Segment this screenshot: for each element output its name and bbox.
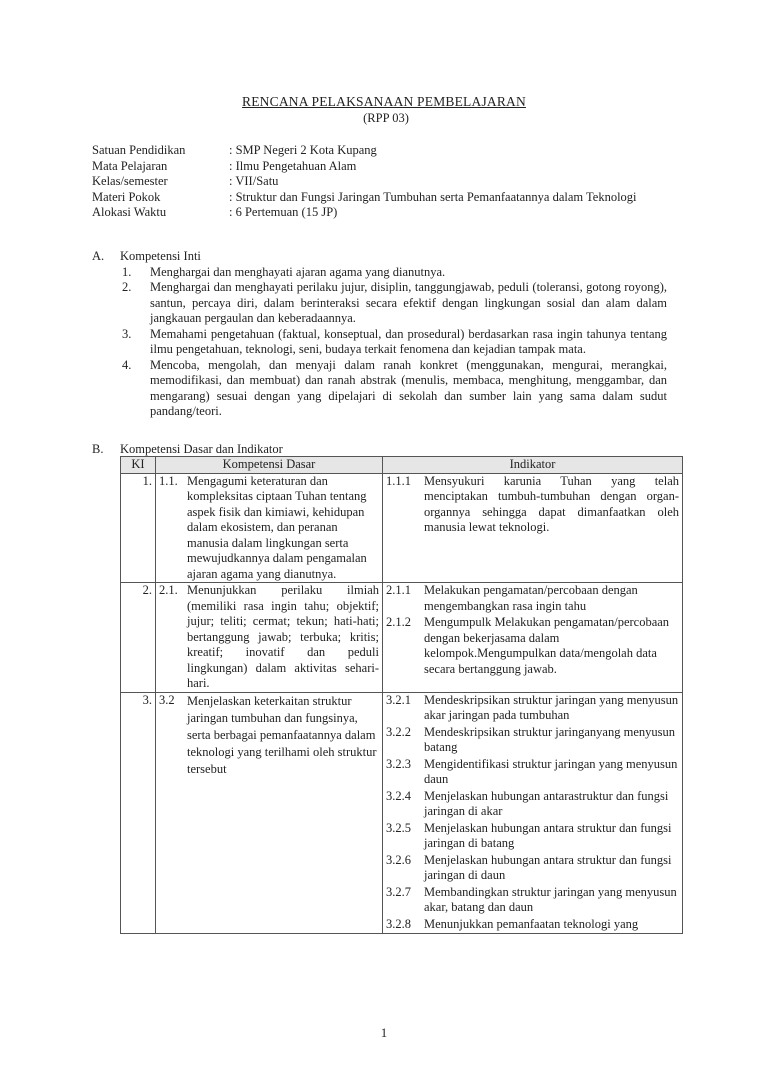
indicator-text: Menjelaskan hubungan antara struktur dan fungsi jaringan di batang: [424, 820, 672, 850]
document-title: RENCANA PELAKSANAAN PEMBELAJARAN: [242, 94, 526, 109]
table-header-row: [121, 457, 683, 474]
section-kompetensi-inti: [92, 249, 667, 420]
ki-cell: 1.: [121, 473, 156, 583]
section-title: Kompetensi Dasar dan Indikator: [120, 442, 283, 456]
indicator-code: 3.2.2: [386, 724, 411, 739]
indicator-code: 3.2.1: [386, 692, 411, 707]
list-item: [122, 280, 667, 327]
kd-text: Mengagumi keteraturan dan kompleksitas ciptaan Tuhan tentang aspek fisik dan kimiawi, kehidupan dalam ekosistem, dan peranan manusia dalam lingkungan serta mewujudkannya dalam pengamalan ajaran agama yang dianutnya.: [187, 473, 367, 581]
indicator-code: 3.2.6: [386, 852, 411, 867]
section-heading: [92, 249, 667, 265]
list-item-text: Memahami pengetahuan (faktual, konseptual, dan prosedural) berdasarkan rasa ingin tahunya tentang ilmu pengetahuan, teknologi, seni, budaya terkait fenomena dan kejadian tampak mata.: [150, 326, 667, 356]
section-letter: B.: [92, 442, 104, 456]
meta-label: Satuan Pendidikan: [92, 143, 186, 157]
indicator-cell: [383, 583, 683, 693]
indicator-text: Mendeskripsikan struktur jaringan yang menyusun akar jaringan pada tumbuhan: [424, 692, 679, 722]
meta-value: : 6 Pertemuan (15 JP): [229, 205, 338, 219]
meta-row: [92, 205, 682, 221]
kd-cell: [156, 692, 383, 934]
table-row: [121, 473, 683, 583]
meta-value: : Ilmu Pengetahuan Alam: [229, 158, 357, 173]
indicator-cell: [383, 473, 683, 583]
table-row: [121, 583, 683, 693]
meta-row: [92, 174, 682, 190]
indicator-text: Menunjukkan pemanfaatan teknologi yang: [424, 916, 639, 931]
list-item-text: Mencoba, mengolah, dan menyaji dalam ranah konkret (menggunakan, mengurai, merangkai, memodifikasi, dan membuat) dan ranah abstrak (menulis, membaca, menghitung, menggambar, dan mengarang) sesuai dengan yang dipelajari di sekolah dan sumber lain yang sama dalam sudut pandang/teori.: [150, 357, 667, 418]
indicator-code: 3.2.3: [386, 756, 411, 771]
meta-value: : SMP Negeri 2 Kota Kupang: [229, 143, 377, 157]
indicator-text: Mengumpulk Melakukan pengamatan/percobaan dengan bekerjasama dalam kelompok.Mengumpulkan data/mengolah data secara bertanggung jawab.: [424, 615, 670, 676]
indicator-text: Menjelaskan hubungan antara struktur dan fungsi jaringan di daun: [424, 852, 672, 882]
list-item-number: 1.: [122, 264, 132, 279]
meta-label: Mata Pelajaran: [92, 158, 168, 173]
indicator-code: 2.1.1: [386, 583, 411, 597]
list-item-number: 3.: [122, 326, 132, 341]
page-number: 1: [380, 1025, 388, 1040]
kd-code: 1.1.: [159, 473, 178, 488]
kd-code: 2.1.: [159, 583, 178, 597]
indicator-item: [386, 757, 679, 788]
kd-cell: [156, 473, 383, 583]
column-header-indikator: Indikator: [383, 457, 683, 474]
list-item: [122, 358, 667, 420]
ki-cell: 3.: [121, 692, 156, 934]
list-item: [122, 265, 667, 281]
indicator-item: [386, 917, 679, 933]
document-subtitle: (RPP 03): [363, 111, 409, 125]
meta-row: [92, 143, 682, 159]
meta-row: [92, 190, 682, 206]
indicator-text: Mensyukuri karunia Tuhan yang telah menciptakan tumbuh-tumbuhan dengan organ-organnya sehingga dapat dimanfaatkan oleh manusia lewat teknologi.: [424, 473, 679, 534]
indicator-text: Mengidentifikasi struktur jaringan yang menyusun daun: [424, 756, 678, 786]
kd-text: Menjelaskan keterkaitan struktur jaringan tumbuhan dan fungsinya, serta berbagai pemanfaatannya dalam teknologi yang terilhami oleh struktur tersebut: [187, 693, 377, 776]
list-item-number: 2.: [122, 280, 132, 294]
list-item: [122, 327, 667, 358]
identity-block: [92, 143, 682, 221]
indicator-cell: [383, 692, 683, 934]
indicator-code: 3.2.7: [386, 884, 411, 899]
list-item-text: Menghargai dan menghayati perilaku jujur, disiplin, tanggungjawab, peduli (toleransi, gotong royong), santun, percaya diri, dalam berinteraksi secara efektif dengan lingkungan sosial dan alam dalam jangkauan pergaulan dan keberadaannya.: [150, 280, 667, 325]
meta-label: Alokasi Waktu: [92, 205, 167, 219]
indicator-item: [386, 853, 679, 884]
kd-code: 3.2: [159, 692, 175, 707]
meta-label: Materi Pokok: [92, 189, 161, 204]
column-header-kd: Kompetensi Dasar: [156, 457, 383, 474]
indicator-item: [386, 885, 679, 916]
indicator-item: [386, 725, 679, 756]
meta-row: [92, 159, 682, 175]
indicator-text: Melakukan pengamatan/percobaan dengan mengembangkan rasa ingin tahu: [424, 583, 638, 613]
indicator-code: 2.1.2: [386, 615, 411, 629]
indicator-text: Menjelaskan hubungan antarastruktur dan fungsi jaringan di akar: [424, 788, 669, 818]
section-title: Kompetensi Inti: [120, 249, 201, 263]
indicator-code: 1.1.1: [386, 473, 411, 488]
indicator-text: Membandingkan struktur jaringan yang menyusun akar, batang dan daun: [424, 884, 677, 914]
indicator-code: 3.2.4: [386, 788, 411, 803]
indicator-item: [386, 789, 679, 820]
table-row: [121, 692, 683, 934]
section-letter: A.: [92, 249, 105, 263]
indicator-item: [386, 583, 679, 614]
competency-table: [120, 456, 683, 934]
kd-cell: [156, 583, 383, 693]
indicator-code: 3.2.5: [386, 820, 411, 835]
list-item-text: Menghargai dan menghayati ajaran agama yang dianutnya.: [150, 264, 446, 279]
indicator-code: 3.2.8: [386, 916, 411, 931]
indicator-text: Mendeskripsikan struktur jaringanyang menyusun batang: [424, 724, 675, 754]
kd-text: Menunjukkan perilaku ilmiah (memiliki rasa ingin tahu; objektif; jujur; teliti; cermat; tekun; hati-hati; bertanggung jawab; terbuka; kritis; kreatif; inovatif dan peduli lingkungan) dalam aktivitas sehari-hari.: [187, 583, 379, 690]
indicator-item: [386, 821, 679, 852]
ki-cell: 2.: [121, 583, 156, 693]
indicator-item: [386, 693, 679, 724]
meta-value: : VII/Satu: [229, 174, 279, 188]
meta-label: Kelas/semester: [92, 174, 168, 188]
column-header-ki: KI: [121, 457, 156, 474]
meta-value: : Struktur dan Fungsi Jaringan Tumbuhan serta Pemanfaatannya dalam Teknologi: [229, 189, 637, 204]
indicator-item: [386, 474, 679, 536]
indicator-item: [386, 615, 679, 677]
list-item-number: 4.: [122, 357, 132, 372]
